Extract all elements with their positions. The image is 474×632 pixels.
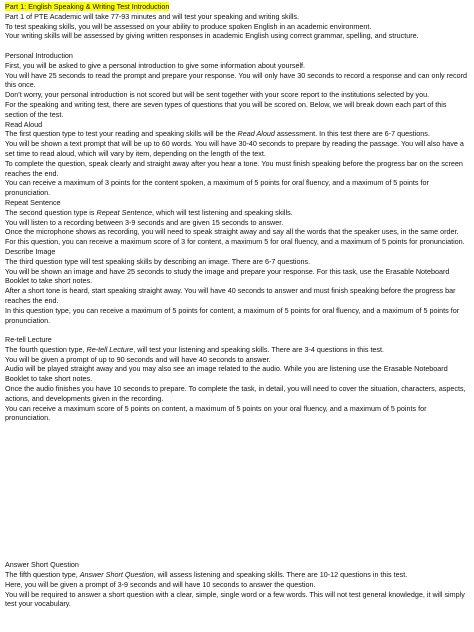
paragraph: Don’t worry, your personal introduction is not scored but will be sent together with your score report to the institutions selected by you. <box>5 90 430 100</box>
document-page <box>5 2 471 609</box>
section-heading-retell: Re-tell Lecture <box>5 335 52 345</box>
paragraph: You will be shown an image and have 25 seconds to study the image and prepare your response. For this task, use the Erasable Noteboard Booklet to take short notes. <box>5 266 450 286</box>
paragraph: You will listen to a recording between 3-9 seconds and are given 15 seconds to answer. <box>5 217 284 227</box>
paragraph <box>5 129 471 139</box>
text-run: The first question type to test your reading and speaking skills will be the <box>5 129 238 139</box>
intro-line: Your writing skills will be assessed by giving written responses in academic English using correct grammar, spelling, and structure. <box>5 31 419 41</box>
paragraph: Here, you will be given a prompt of 3-9 seconds and will have 10 seconds to answer the question. <box>5 579 316 589</box>
text-run: , which will test listening and speaking skills. <box>152 207 293 217</box>
section-heading-read-aloud: Read Aloud <box>5 119 43 129</box>
paragraph: Audio will be played straight away and you may also see an image related to the audio. While you are listening use the Erasable Noteboard Booklet to take short notes. <box>5 364 448 384</box>
text-run: , will assess listening and speaking skills. There are 10-12 questions in this test. <box>153 570 408 580</box>
paragraph: In this question type, you can receive a maximum of 5 points for content, a maximum of 5 points for oral fluency, and a maximum of 5 points for pronunciation. <box>5 305 460 325</box>
paragraph: You will have 25 seconds to read the prompt and prepare your response. You will only have 30 seconds to record a response and can only record this once. <box>5 70 468 90</box>
section-heading-personal: Personal Introduction <box>5 50 73 60</box>
paragraph: Once the audio finishes you have 10 seconds to prepare. To complete the task, in detail, you will need to cover the situation, characters, aspects, actions, and developments given in the recording. <box>5 384 466 403</box>
paragraph: The third question type will test speaking skills by describing an image. There are 6-7 questions. <box>5 256 311 266</box>
paragraph: Once the microphone shows as recording, you will need to speak straight away and say all the words that the speaker uses, in the same order. <box>5 227 459 237</box>
italic-term: Read Aloud <box>237 129 275 139</box>
paragraph <box>5 345 471 355</box>
paragraph: You can receive a maximum score of 5 points on content, a maximum of 5 points on your oral fluency, and a maximum of 5 points for pronunciation. <box>5 403 427 423</box>
page-title <box>5 2 471 12</box>
text-run: , will test your listening and speaking skills. There are 3-4 questions in this test. <box>133 344 385 354</box>
spacer <box>5 423 471 560</box>
paragraph: After a short tone is heard, start speaking straight away. You will have 40 seconds to answer and must finish speaking before the progress bar reaches the end. <box>5 286 456 305</box>
paragraph: For this question, you can receive a maximum score of 3 for content, a maximum 5 for oral fluency, and a maximum of 5 points for pronunciation. <box>5 237 465 247</box>
italic-term: Re-tell Lecture <box>86 344 134 354</box>
text-run: The fifth question type, <box>5 570 80 580</box>
section-heading-describe-image: Describe Image <box>5 246 56 256</box>
paragraph: You will be shown a text prompt that will be up to 60 words. You will have 30-40 seconds to prepare by reading the passage. You will also have a set time to read aloud, which will vary by item, depending on the length of the text. <box>5 139 464 158</box>
intro-line: To test speaking skills, you will be assessed on your ability to produce spoken English in an academic environment. <box>5 21 372 31</box>
paragraph: To complete the question, speak clearly and straight away after you hear a tone. You must finish speaking before the progress bar on the screen reaches the end. <box>5 158 463 178</box>
paragraph: You can receive a maximum of 3 points for the content spoken, a maximum of 5 points for oral fluency, and a maximum of 5 points for pronunciation. <box>5 178 429 198</box>
text-run: The fourth question type, <box>5 344 87 354</box>
text-run: The second question type is <box>5 207 97 217</box>
paragraph: First, you will be asked to give a personal introduction to give some information about yourself. <box>5 60 306 70</box>
spacer <box>5 325 471 335</box>
paragraph: You will be given a prompt of up to 90 seconds and will have 40 seconds to answer. <box>5 354 271 364</box>
section-heading-short-question: Answer Short Question <box>5 560 79 570</box>
paragraph: For the speaking and writing test, there are seven types of questions that you will be scored on. Below, we will break down each part of this section of the test. <box>5 99 447 119</box>
paragraph <box>5 570 471 580</box>
italic-term: Repeat Sentence <box>96 207 153 217</box>
paragraph <box>5 208 471 218</box>
italic-term: Answer Short Question <box>79 570 154 580</box>
text-run: assessment. In this test there are 6-7 questions. <box>274 129 430 139</box>
title-highlight: Part 1: English Speaking & Writing Test Introduction <box>5 2 170 11</box>
section-heading-repeat-sentence: Repeat Sentence <box>5 197 61 207</box>
intro-line: Part 1 of PTE Academic will take 77-93 minutes and will test your speaking and writing skills. <box>5 11 300 21</box>
paragraph: You will be required to answer a short question with a clear, simple, single word or a few words. This will not test general knowledge, it will simply test your vocabulary. <box>5 589 465 609</box>
spacer <box>5 41 471 51</box>
